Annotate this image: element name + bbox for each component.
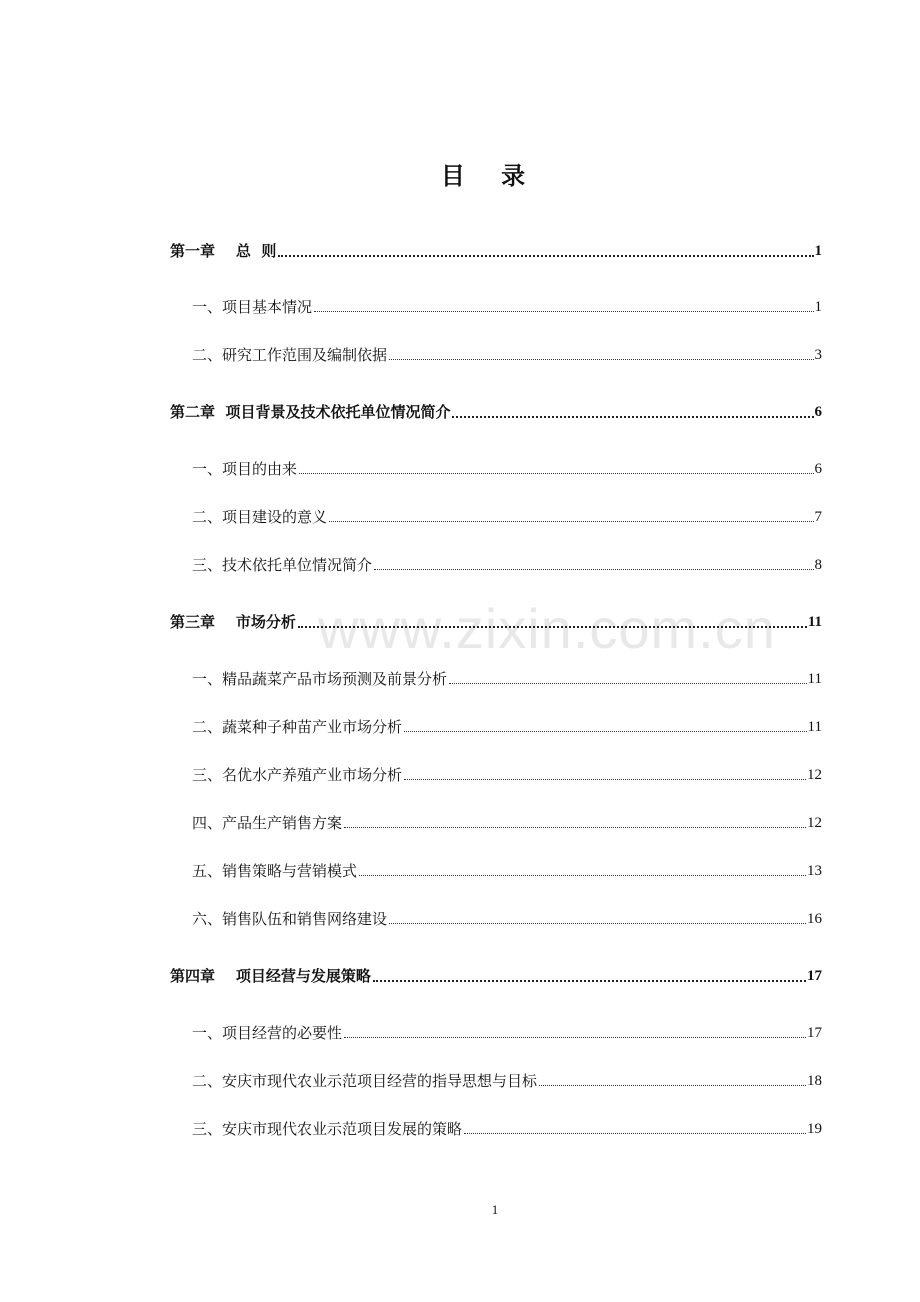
toc-entry-page: 12: [807, 815, 822, 831]
page-title: 目 录: [440, 162, 540, 190]
toc-entry-label: 第四章 项目经营与发展策略: [170, 967, 371, 985]
dot-leader: [374, 569, 813, 570]
toc-section-1-1[interactable]: [192, 294, 822, 318]
dot-leader: [389, 923, 806, 924]
toc-entry-page: 17: [807, 1025, 822, 1041]
toc-entry-page: 12: [807, 767, 822, 783]
toc-entry-label: 三、安庆市现代农业示范项目发展的策略: [192, 1120, 463, 1138]
dot-leader: [314, 311, 813, 312]
toc-entry-label: 第三章 市场分析: [170, 613, 296, 631]
dot-leader: [373, 980, 806, 982]
dot-leader: [449, 683, 807, 684]
toc-section-2-1[interactable]: [192, 456, 822, 480]
dot-leader: [278, 255, 813, 257]
toc-entry-page: 19: [807, 1121, 822, 1137]
toc-entry-page: 6: [814, 404, 822, 420]
watermark: www.zixin.com.cn: [318, 597, 776, 660]
toc-entry-label: 第一章 总 则: [170, 242, 277, 260]
toc-section-3-3[interactable]: [192, 762, 822, 786]
toc-entry-label: 六、销售队伍和销售网络建设: [192, 910, 388, 928]
toc-section-3-2[interactable]: [192, 714, 822, 738]
toc-entry-page: 17: [807, 968, 822, 984]
toc-entry-page: 18: [807, 1073, 822, 1089]
toc-section-3-4[interactable]: [192, 810, 822, 834]
toc-chapter-3[interactable]: [170, 609, 822, 633]
dot-leader: [389, 359, 813, 360]
toc-chapter-2[interactable]: [170, 399, 822, 423]
toc-section-4-3[interactable]: [192, 1116, 822, 1140]
dot-leader: [344, 827, 806, 828]
dot-leader: [404, 779, 806, 780]
toc-section-2-3[interactable]: [192, 552, 822, 576]
toc-section-3-5[interactable]: [192, 858, 822, 882]
toc-entry-label: 一、项目经营的必要性: [192, 1024, 343, 1042]
toc-entry-label: 五、销售策略与营销模式: [192, 862, 358, 880]
dot-leader: [452, 416, 813, 418]
toc-section-3-6[interactable]: [192, 906, 822, 930]
toc-section-2-2[interactable]: [192, 504, 822, 528]
toc-section-4-1[interactable]: [192, 1020, 822, 1044]
toc-entry-label: 二、安庆市现代农业示范项目经营的指导思想与目标: [192, 1072, 538, 1090]
toc-entry-label: 三、技术依托单位情况简介: [192, 556, 373, 574]
dot-leader: [464, 1133, 806, 1134]
toc-entry-page: 8: [814, 557, 822, 573]
dot-leader: [404, 731, 807, 732]
dot-leader: [298, 626, 807, 628]
toc-entry-page: 13: [807, 863, 822, 879]
toc-entry-label: 二、蔬菜种子种苗产业市场分析: [192, 718, 403, 736]
toc-entry-page: 1: [814, 299, 822, 315]
toc-entry-label: 一、项目的由来: [192, 460, 298, 478]
toc-entry-page: 1: [814, 243, 822, 259]
toc-entry-page: 11: [807, 671, 822, 687]
toc-entry-label: 第二章 项目背景及技术依托单位情况简介: [170, 403, 451, 421]
toc-section-3-1[interactable]: [192, 666, 822, 690]
dot-leader: [344, 1037, 806, 1038]
toc-section-1-2[interactable]: [192, 342, 822, 366]
toc-entry-label: 一、项目基本情况: [192, 298, 313, 316]
dot-leader: [299, 473, 813, 474]
toc-entry-label: 四、产品生产销售方案: [192, 814, 343, 832]
toc-entry-label: 三、名优水产养殖产业市场分析: [192, 766, 403, 784]
toc-entry-label: 二、项目建设的意义: [192, 508, 328, 526]
dot-leader: [539, 1085, 806, 1086]
toc-section-4-2[interactable]: [192, 1068, 822, 1092]
toc-chapter-4[interactable]: [170, 963, 822, 987]
toc-entry-page: 11: [807, 719, 822, 735]
toc-entry-page: 16: [807, 911, 822, 927]
dot-leader: [359, 875, 806, 876]
toc-entry-page: 3: [814, 347, 822, 363]
toc-entry-page: 6: [814, 461, 822, 477]
dot-leader: [329, 521, 813, 522]
toc-entry-page: 7: [814, 509, 822, 525]
page-number: 1: [491, 1202, 499, 1217]
toc-chapter-1[interactable]: [170, 238, 822, 262]
toc-entry-label: 二、研究工作范围及编制依据: [192, 346, 388, 364]
toc-entry-label: 一、精品蔬菜产品市场预测及前景分析: [192, 670, 448, 688]
toc-entry-page: 11: [807, 614, 822, 630]
